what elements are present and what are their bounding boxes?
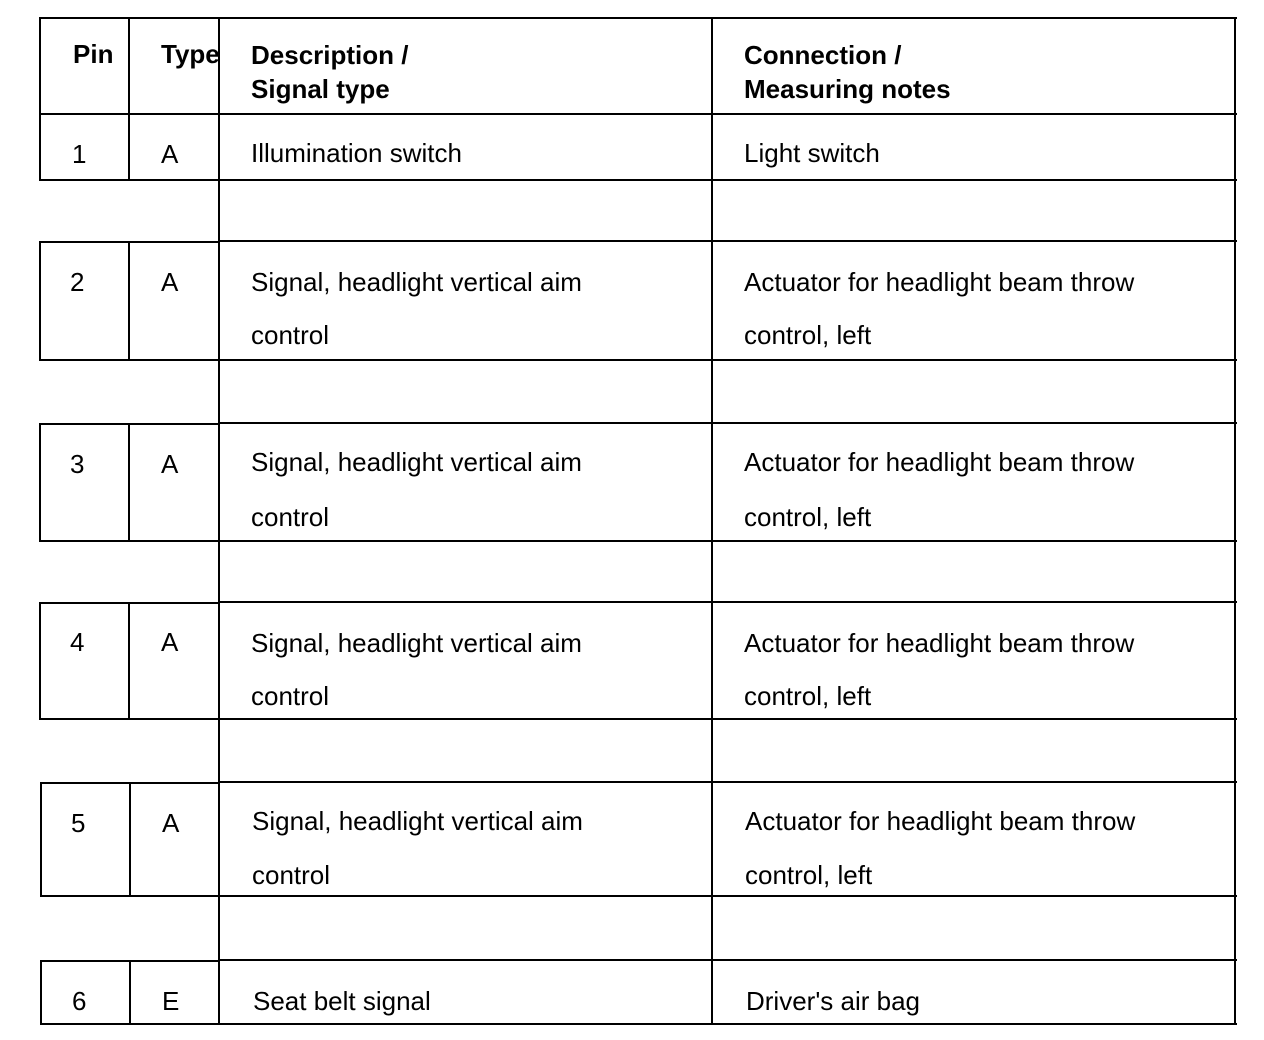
table-rule bbox=[128, 602, 130, 720]
header-connection-line1: Connection / bbox=[744, 40, 902, 70]
row-3-type: A bbox=[161, 449, 179, 479]
header-connection-line2: Measuring notes bbox=[744, 74, 951, 104]
table-rule bbox=[219, 601, 1237, 603]
table-rule bbox=[1234, 17, 1236, 1025]
table-rule bbox=[39, 602, 41, 720]
row-5-connection-line1: Actuator for headlight beam throw bbox=[745, 806, 1136, 836]
row-2-connection-line1: Actuator for headlight beam throw bbox=[744, 267, 1135, 297]
table-rule bbox=[128, 17, 130, 181]
table-rule bbox=[40, 960, 42, 1025]
row-6-type: E bbox=[162, 986, 180, 1016]
row-2-pin: 2 bbox=[70, 267, 85, 297]
row-2-description-line2: control bbox=[251, 320, 330, 350]
row-3-connection-line1: Actuator for headlight beam throw bbox=[744, 447, 1135, 477]
table-rule bbox=[129, 960, 131, 1025]
row-4-connection-line1: Actuator for headlight beam throw bbox=[744, 628, 1135, 658]
table-rule bbox=[219, 781, 1237, 783]
table-rule bbox=[219, 240, 1237, 242]
row-2-type: A bbox=[161, 267, 179, 297]
table-rule bbox=[39, 17, 41, 181]
row-6-pin: 6 bbox=[72, 986, 87, 1016]
table-rule bbox=[128, 241, 130, 361]
table-rule bbox=[40, 782, 42, 897]
row-4-description-line1: Signal, headlight vertical aim bbox=[251, 628, 582, 658]
row-5-type: A bbox=[162, 808, 180, 838]
header-description-line1: Description / bbox=[251, 40, 409, 70]
row-6-description: Seat belt signal bbox=[253, 986, 431, 1016]
row-5-description-line1: Signal, headlight vertical aim bbox=[252, 806, 583, 836]
row-5-description-line2: control bbox=[252, 860, 331, 890]
table-rule bbox=[39, 241, 41, 361]
row-5-connection-line2: control, left bbox=[745, 860, 873, 890]
row-6-connection: Driver's air bag bbox=[746, 986, 921, 1016]
row-1-type: A bbox=[161, 139, 179, 169]
row-5-pin: 5 bbox=[71, 808, 86, 838]
row-1-pin: 1 bbox=[72, 139, 87, 169]
table-rule bbox=[219, 959, 1237, 961]
header-pin: Pin bbox=[73, 39, 114, 69]
row-3-description-line1: Signal, headlight vertical aim bbox=[251, 447, 582, 477]
row-1-connection: Light switch bbox=[744, 138, 880, 168]
table-rule bbox=[39, 423, 41, 542]
table-rule bbox=[128, 423, 130, 542]
row-1-description: Illumination switch bbox=[251, 138, 462, 168]
row-4-pin: 4 bbox=[70, 627, 85, 657]
row-4-description-line2: control bbox=[251, 681, 330, 711]
row-4-type: A bbox=[161, 627, 179, 657]
row-2-description-line1: Signal, headlight vertical aim bbox=[251, 267, 582, 297]
table-rule bbox=[711, 17, 713, 1025]
row-3-description-line2: control bbox=[251, 502, 330, 532]
header-description-line2: Signal type bbox=[251, 74, 390, 104]
row-4-connection-line2: control, left bbox=[744, 681, 872, 711]
row-3-pin: 3 bbox=[70, 449, 85, 479]
table-rule bbox=[218, 17, 220, 1025]
row-2-connection-line2: control, left bbox=[744, 320, 872, 350]
table-rule bbox=[129, 782, 131, 897]
row-3-connection-line2: control, left bbox=[744, 502, 872, 532]
header-type: Type bbox=[161, 39, 220, 69]
table-rule bbox=[219, 422, 1237, 424]
